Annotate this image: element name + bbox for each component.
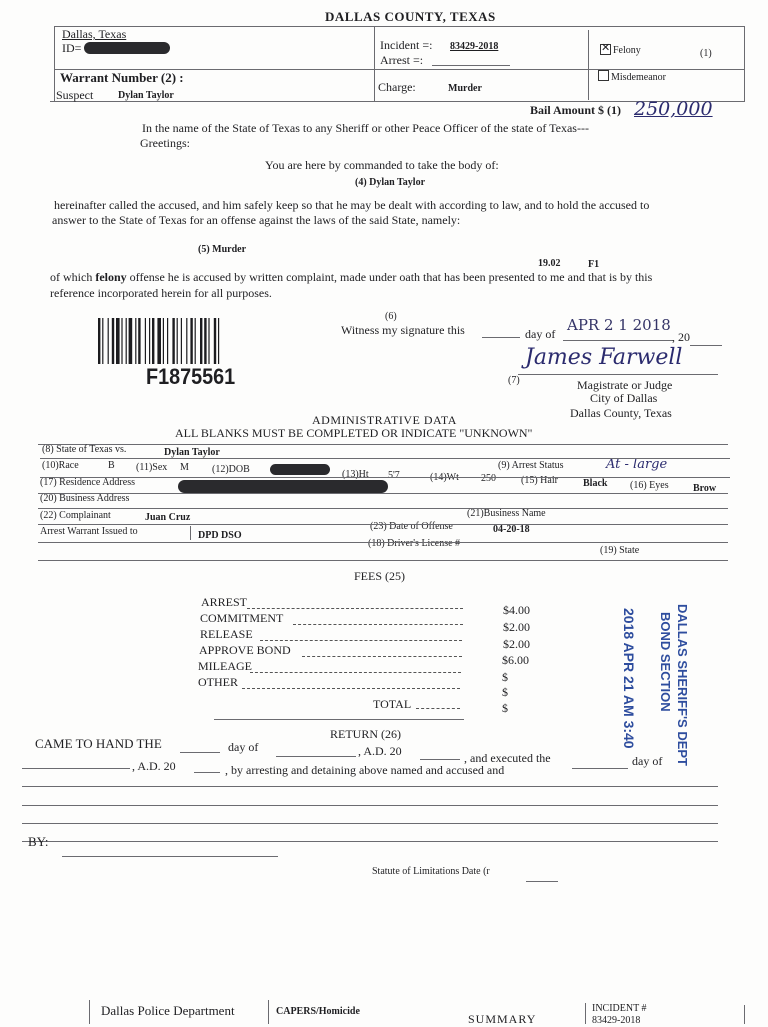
witness-text: Witness my signature this (341, 323, 465, 337)
fee-amount: $6.00 (502, 653, 529, 667)
misdemeanor-checkbox[interactable] (598, 70, 609, 81)
height-label: (13)Ht (342, 469, 369, 480)
hair-label: (15) Hair (521, 475, 558, 486)
state-vs-value: Dylan Taylor (164, 447, 220, 458)
fee-amount: $2.00 (503, 620, 530, 634)
state-19-label: (19) State (600, 545, 640, 556)
bond-section-stamp-date: 2018 APR 21 AM 3:40 (621, 608, 637, 749)
bond-section-stamp-title: DALLAS SHERIFF'S DEPT (675, 604, 690, 766)
felony-label: Felony (613, 45, 641, 56)
county-label: Dallas County, Texas (570, 406, 672, 420)
barcode-bar (163, 318, 164, 364)
barcode-bar (121, 318, 122, 364)
barcode-bar (167, 318, 168, 364)
barcode-bar (200, 318, 202, 364)
fee-amount: $2.00 (503, 637, 530, 651)
dob-label: (12)DOB (212, 464, 250, 475)
residence-address-label: (17) Residence Address (40, 477, 135, 488)
statute-limitations-label: Statute of Limitations Date (r (372, 866, 490, 877)
fee-label: OTHER (198, 675, 238, 689)
barcode-bar (157, 318, 161, 364)
race-value: B (108, 460, 115, 471)
offense-name: (5) Murder (198, 244, 247, 255)
fee-amount: $ (502, 685, 508, 699)
judge-signature: James Farwell (525, 345, 683, 370)
barcode-bar (214, 318, 216, 364)
greeting-line: In the name of the State of Texas to any Sheriff or other Peace Officer of the state of Texas--- (142, 121, 589, 135)
arresting-text: , by arresting and detaining above named and accused and (225, 763, 505, 777)
id-redaction (84, 42, 170, 54)
barcode-bar (116, 318, 120, 364)
offense-grade: F1 (588, 259, 600, 270)
return-title: RETURN (26) (330, 727, 401, 741)
eyes-label: (16) Eyes (630, 480, 669, 491)
fees-title: FEES (25) (354, 569, 405, 583)
bond-section-stamp-subtitle: BOND SECTION (658, 612, 673, 712)
barcode-bar (208, 318, 209, 364)
barcode-bar (218, 318, 219, 364)
fee-label: APPROVE BOND (199, 643, 291, 657)
admin-title: ADMINISTRATIVE DATA (312, 413, 457, 427)
height-value: 5'7 (388, 470, 400, 481)
barcode-bar (172, 318, 174, 364)
fee-label: ARREST (201, 595, 248, 609)
suspect-label: Suspect (56, 88, 94, 102)
fee-label: COMMITMENT (200, 611, 284, 625)
barcode-bar (195, 318, 196, 364)
footer-incident-label: INCIDENT # (592, 1003, 647, 1014)
business-name-label: (21)Business Name (467, 508, 546, 519)
incident-number: 83429-2018 (450, 41, 499, 52)
return-ad-2: , A.D. 20 (132, 759, 176, 773)
barcode-bar (149, 318, 150, 364)
county-title: DALLAS COUNTY, TEXAS (325, 9, 496, 24)
accused-name: (4) Dylan Taylor (355, 177, 426, 188)
issued-to-value: DPD DSO (198, 530, 242, 541)
barcode-bar (186, 318, 187, 364)
barcode-bar (204, 318, 206, 364)
arrest-status-value: At - large (606, 457, 668, 472)
arrest-status-label: (9) Arrest Status (498, 460, 564, 471)
by-label: BY: (28, 834, 49, 849)
barcode-text: F1875561 (146, 364, 236, 389)
accused-paragraph-line1: hereinafter called the accused, and him safely keep so that he may be dealt with according to law, and to hold the accused to (54, 198, 650, 212)
admin-subtitle: ALL BLANKS MUST BE COMPLETED OR INDICATE "UNKNOWN" (175, 426, 533, 440)
return-day-of-2: day of (632, 754, 663, 768)
greetings: Greetings: (140, 136, 190, 150)
footer-unit: CAPERS/Homicide (276, 1006, 360, 1017)
barcode-bar (135, 318, 136, 364)
weight-value: 250 (481, 473, 496, 484)
reference-line: reference incorporated herein for all purposes. (50, 286, 272, 300)
header-city: Dallas, Texas (62, 27, 127, 41)
fee-amount: $4.00 (503, 603, 530, 617)
barcode-bar (181, 318, 182, 364)
residence-redaction (178, 480, 388, 493)
suspect-name: Dylan Taylor (118, 90, 174, 101)
barcode-bar (138, 318, 140, 364)
warrant-number-label: Warrant Number (2) : (60, 70, 184, 85)
footer-department: Dallas Police Department (101, 1003, 235, 1018)
accused-paragraph-line2: answer to the State of Texas for an offense against the laws of the said State, namely: (52, 213, 461, 227)
felony-number: (1) (700, 48, 712, 59)
offense-date-label: (23) Date of Offense (370, 521, 453, 532)
day-of-label: day of (525, 327, 556, 341)
charge-value: Murder (448, 83, 482, 94)
footer-incident-number: 83429-2018 (592, 1015, 641, 1026)
barcode-bar (98, 318, 100, 364)
weight-label: (14)Wt (430, 472, 459, 483)
city-label: City of Dallas (590, 391, 658, 405)
offense-date-value: 04-20-18 (493, 524, 530, 535)
magistrate-label: Magistrate or Judge (577, 378, 673, 392)
fee-label: RELEASE (200, 627, 253, 641)
dob-redaction (270, 464, 330, 475)
sex-label: (11)Sex (136, 462, 168, 473)
barcode-bar (190, 318, 192, 364)
felony-word: felony (95, 270, 127, 284)
barcode-bar (129, 318, 133, 364)
barcode-bar (177, 318, 178, 364)
incident-label: Incident =: (380, 38, 433, 52)
bail-label: Bail Amount $ (1) (530, 103, 622, 117)
felony-paragraph-start: of which (50, 270, 93, 284)
hair-value: Black (583, 478, 608, 489)
year-suffix: , 20 (672, 330, 690, 344)
race-label: (10)Race (42, 460, 79, 471)
fee-total-amount: $ (502, 701, 508, 715)
bail-amount: 250,000 (634, 98, 713, 120)
eyes-value: Brow (693, 483, 717, 494)
felony-paragraph-rest: offense he is accused by written complaint, made under oath that has been presented to me and that is by this (129, 270, 653, 284)
misdemeanor-label: Misdemeanor (611, 72, 666, 83)
signature-number: (7) (508, 375, 520, 386)
issued-to-label: Arrest Warrant Issued to (40, 526, 138, 537)
arrest-label: Arrest =: (380, 53, 424, 67)
return-ad: , A.D. 20 (358, 744, 402, 758)
statute-number: 19.02 (538, 258, 561, 269)
barcode-bar (102, 318, 103, 364)
footer-summary: SUMMARY (468, 1012, 537, 1026)
id-label: ID= (62, 41, 82, 55)
date-stamp: APR 2 1 2018 (567, 316, 671, 334)
witness-number: (6) (385, 311, 397, 322)
felony-checkbox[interactable]: ✕ (601, 42, 611, 54)
return-day-of: day of (228, 740, 259, 754)
executed-the: , and executed the (464, 751, 551, 765)
barcode-bar (145, 318, 146, 364)
barcode-bar (112, 318, 114, 364)
business-address-label: (20) Business Address (40, 493, 130, 504)
sex-value: M (180, 462, 189, 473)
came-to-hand: CAME TO HAND THE (35, 736, 162, 751)
barcode-bar (152, 318, 154, 364)
fee-total-label: TOTAL (373, 697, 412, 711)
state-vs-label: (8) State of Texas vs. (42, 444, 127, 455)
barcode-bar (108, 318, 109, 364)
drivers-license-label: (18) Driver's License # (368, 538, 461, 549)
fee-label: MILEAGE (198, 659, 252, 673)
barcode-bar (126, 318, 127, 364)
complainant-label: (22) Complainant (40, 510, 111, 521)
complainant-value: Juan Cruz (145, 512, 191, 523)
charge-label: Charge: (378, 80, 416, 94)
command-text: You are here by commanded to take the body of: (265, 158, 499, 172)
fee-amount: $ (502, 670, 508, 684)
barcode (96, 318, 294, 364)
